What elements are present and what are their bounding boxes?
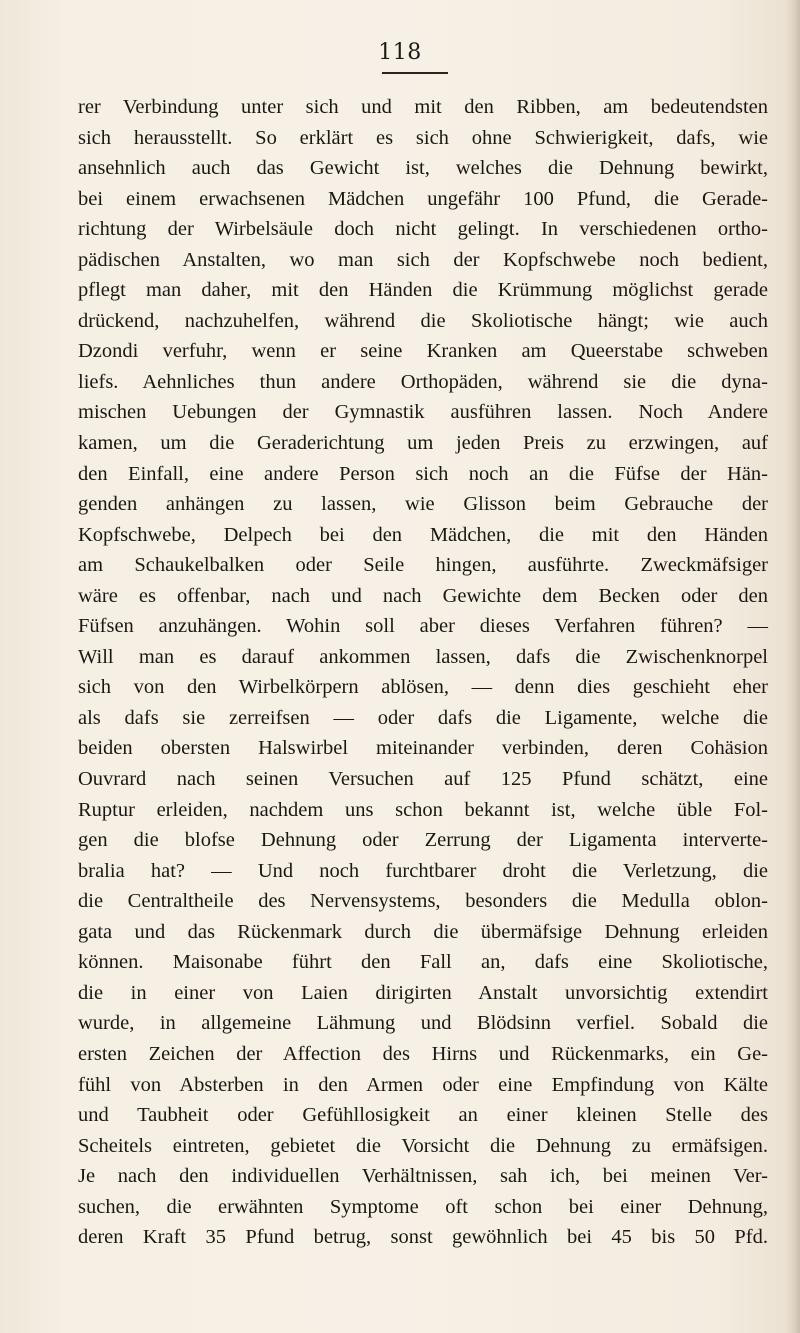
- text-line: pädischen Anstalten, wo man sich der Kopfschwebe noch bedient,: [78, 248, 768, 271]
- text-line: kamen, um die Geraderichtung um jeden Preis zu erzwingen, auf: [78, 432, 768, 455]
- text-line: bralia hat? — Und noch furchtbarer droht die Verletzung, die: [78, 859, 768, 882]
- text-line: mischen Uebungen der Gymnastik ausführen lassen. Noch Andere: [78, 401, 768, 424]
- text-line: fühl von Absterben in den Armen oder eine Empfindung von Kälte: [78, 1073, 768, 1096]
- text-line: Je nach den individuellen Verhältnissen, sah ich, bei meinen Ver-: [78, 1165, 768, 1188]
- text-line: Scheitels eintreten, gebietet die Vorsicht die Dehnung zu ermäfsigen.: [78, 1134, 768, 1157]
- text-line: deren Kraft 35 Pfund betrug, sonst gewöhnlich bei 45 bis 50 Pfd.: [78, 1226, 768, 1249]
- text-line: Will man es darauf ankommen lassen, dafs die Zwischenknorpel: [78, 645, 768, 668]
- text-line: richtung der Wirbelsäule doch nicht gelingt. In verschiedenen ortho-: [78, 218, 768, 241]
- text-line: rer Verbindung unter sich und mit den Ribben, am bedeutendsten: [78, 96, 768, 118]
- text-line: wäre es offenbar, nach und nach Gewichte dem Becken oder den: [78, 584, 768, 607]
- text-line: als dafs sie zerreifsen — oder dafs die Ligamente, welche die: [78, 706, 768, 729]
- text-line: drückend, nachzuhelfen, während die Skoliotische hängt; wie auch: [78, 309, 768, 332]
- text-line: sich herausstellt. So erklärt es sich ohne Schwierigkeit, dafs, wie: [78, 126, 768, 149]
- text-line: pflegt man daher, mit den Händen die Krümmung möglichst gerade: [78, 279, 768, 302]
- text-line: genden anhängen zu lassen, wie Glisson beim Gebrauche der: [78, 493, 768, 516]
- page-number: 118: [378, 40, 422, 65]
- text-line: Ouvrard nach seinen Versuchen auf 125 Pfund schätzt, eine: [78, 768, 768, 791]
- text-line: ansehnlich auch das Gewicht ist, welches die Dehnung bewirkt,: [78, 157, 768, 180]
- text-line: ersten Zeichen der Affection des Hirns und Rückenmarks, ein Ge-: [78, 1042, 768, 1065]
- text-line: den Einfall, eine andere Person sich noch an die Füfse der Hän-: [78, 462, 768, 485]
- text-line: die in einer von Laien dirigirten Anstalt unvorsichtig extendirt: [78, 981, 768, 1004]
- text-line: Füfsen anzuhängen. Wohin soll aber dieses Verfahren führen? —: [78, 615, 768, 638]
- body-text: [78, 92, 768, 1253]
- text-line: liefs. Aehnliches thun andere Orthopäden, während sie die dyna-: [78, 370, 768, 393]
- page-edge-shadow: [786, 0, 800, 1333]
- text-line: und Taubheit oder Gefühllosigkeit an einer kleinen Stelle des: [78, 1104, 768, 1127]
- text-line: gata und das Rückenmark durch die übermäfsige Dehnung erleiden: [78, 920, 768, 943]
- text-line: gen die blofse Dehnung oder Zerrung der Ligamenta interverte-: [78, 829, 768, 852]
- text-line: Ruptur erleiden, nachdem uns schon bekannt ist, welche üble Fol-: [78, 798, 768, 821]
- text-line: die Centraltheile des Nervensystems, besonders die Medulla oblon-: [78, 890, 768, 913]
- text-line: können. Maisonabe führt den Fall an, dafs eine Skoliotische,: [78, 951, 768, 974]
- text-line: suchen, die erwähnten Symptome oft schon bei einer Dehnung,: [78, 1195, 768, 1218]
- text-line: Dzondi verfuhr, wenn er seine Kranken am Queerstabe schweben: [78, 340, 768, 363]
- text-line: bei einem erwachsenen Mädchen ungefähr 100 Pfund, die Gerade-: [78, 187, 768, 210]
- page-number-underline: [382, 72, 448, 74]
- text-line: Kopfschwebe, Delpech bei den Mädchen, die mit den Händen: [78, 523, 768, 546]
- text-line: am Schaukelbalken oder Seile hingen, ausführte. Zweckmäfsiger: [78, 554, 768, 577]
- text-line: wurde, in allgemeine Lähmung und Blödsinn verfiel. Sobald die: [78, 1012, 768, 1035]
- text-line: beiden obersten Halswirbel miteinander verbinden, deren Cohäsion: [78, 737, 768, 760]
- text-line: sich von den Wirbelkörpern ablösen, — denn dies geschieht eher: [78, 676, 768, 699]
